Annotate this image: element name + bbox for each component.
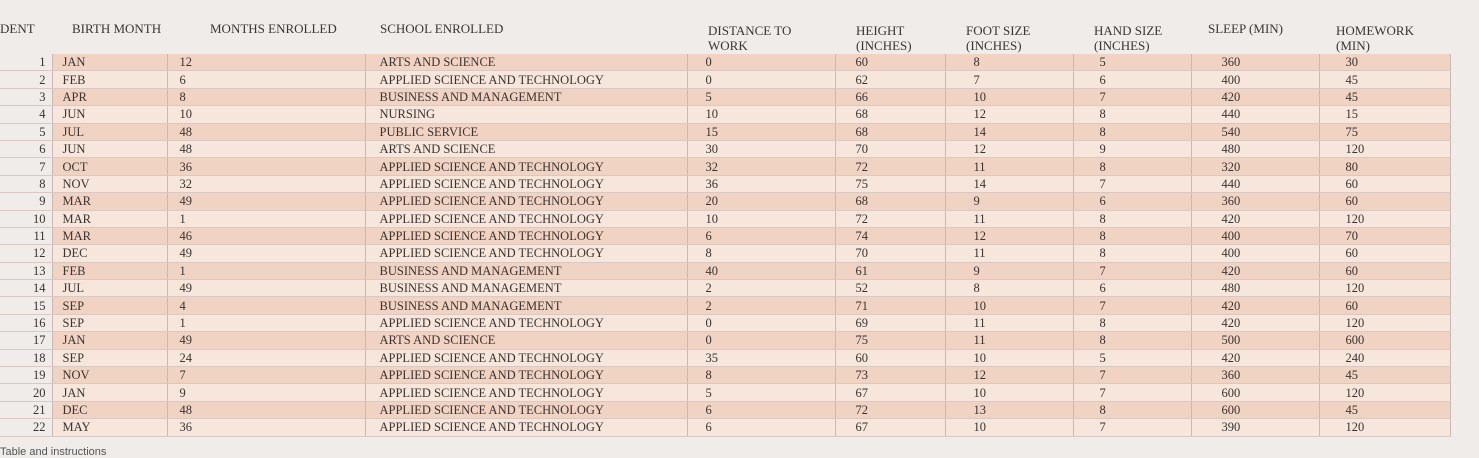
- table-row: [0, 419, 1450, 436]
- sleep-cell: 420: [1191, 297, 1319, 314]
- footer-caption: Table and instructions: [0, 446, 107, 458]
- foot-size-cell: 14: [945, 175, 1073, 192]
- height-cell: 60: [835, 54, 945, 71]
- months-enrolled-cell: 49: [167, 332, 365, 349]
- birth-month-cell: NOV: [52, 175, 167, 192]
- sleep-cell: 400: [1191, 227, 1319, 244]
- height-cell: 75: [835, 175, 945, 192]
- table-row: [0, 297, 1450, 314]
- table-row: [0, 54, 1450, 71]
- student-id-cell: 20: [0, 384, 52, 401]
- school-cell: APPLIED SCIENCE AND TECHNOLOGY: [365, 401, 687, 418]
- school-cell: APPLIED SCIENCE AND TECHNOLOGY: [365, 193, 687, 210]
- table-row: [0, 384, 1450, 401]
- student-id-cell: 19: [0, 367, 52, 384]
- school-cell: APPLIED SCIENCE AND TECHNOLOGY: [365, 419, 687, 436]
- homework-cell: 15: [1319, 106, 1450, 123]
- homework-cell: 600: [1319, 332, 1450, 349]
- homework-cell: 60: [1319, 262, 1450, 279]
- birth-month-cell: DEC: [52, 245, 167, 262]
- hand-size-cell: 8: [1073, 314, 1191, 331]
- height-cell: 68: [835, 106, 945, 123]
- student-id-cell: 9: [0, 193, 52, 210]
- months-enrolled-cell: 48: [167, 401, 365, 418]
- hand-size-cell: 6: [1073, 193, 1191, 210]
- height-cell: 66: [835, 88, 945, 105]
- header-school-enrolled: SCHOOL ENROLLED: [380, 21, 504, 36]
- school-cell: BUSINESS AND MANAGEMENT: [365, 297, 687, 314]
- homework-cell: 45: [1319, 401, 1450, 418]
- birth-month-cell: MAR: [52, 227, 167, 244]
- homework-cell: 60: [1319, 297, 1450, 314]
- student-id-cell: 21: [0, 401, 52, 418]
- student-id-cell: 16: [0, 314, 52, 331]
- table-row: [0, 314, 1450, 331]
- header-birth-month: BIRTH MONTH: [72, 21, 162, 36]
- sleep-cell: 500: [1191, 332, 1319, 349]
- height-cell: 67: [835, 384, 945, 401]
- distance-cell: 2: [687, 297, 835, 314]
- homework-cell: 70: [1319, 227, 1450, 244]
- header-student: DENT: [0, 21, 35, 36]
- height-cell: 68: [835, 193, 945, 210]
- months-enrolled-cell: 49: [167, 280, 365, 297]
- homework-cell: 120: [1319, 140, 1450, 157]
- table-body: [0, 54, 1450, 436]
- hand-size-cell: 7: [1073, 175, 1191, 192]
- homework-cell: 120: [1319, 210, 1450, 227]
- school-cell: BUSINESS AND MANAGEMENT: [365, 280, 687, 297]
- sleep-cell: 320: [1191, 158, 1319, 175]
- distance-cell: 0: [687, 314, 835, 331]
- hand-size-cell: 7: [1073, 88, 1191, 105]
- hand-size-cell: 5: [1073, 54, 1191, 71]
- student-id-cell: 12: [0, 245, 52, 262]
- school-cell: NURSING: [365, 106, 687, 123]
- months-enrolled-cell: 4: [167, 297, 365, 314]
- sleep-cell: 420: [1191, 262, 1319, 279]
- birth-month-cell: NOV: [52, 367, 167, 384]
- birth-month-cell: JAN: [52, 54, 167, 71]
- sleep-cell: 360: [1191, 193, 1319, 210]
- data-table: [0, 54, 1451, 437]
- months-enrolled-cell: 36: [167, 419, 365, 436]
- homework-cell: 60: [1319, 245, 1450, 262]
- distance-cell: 32: [687, 158, 835, 175]
- distance-cell: 6: [687, 401, 835, 418]
- header-hand-size: HAND SIZE (INCHES): [1094, 23, 1163, 53]
- distance-cell: 36: [687, 175, 835, 192]
- hand-size-cell: 6: [1073, 71, 1191, 88]
- birth-month-cell: APR: [52, 88, 167, 105]
- distance-cell: 10: [687, 210, 835, 227]
- homework-cell: 120: [1319, 280, 1450, 297]
- table-row: [0, 401, 1450, 418]
- school-cell: APPLIED SCIENCE AND TECHNOLOGY: [365, 349, 687, 366]
- table-row: [0, 367, 1450, 384]
- birth-month-cell: JAN: [52, 384, 167, 401]
- months-enrolled-cell: 6: [167, 71, 365, 88]
- birth-month-cell: SEP: [52, 314, 167, 331]
- foot-size-cell: 11: [945, 210, 1073, 227]
- table-row: [0, 332, 1450, 349]
- student-id-cell: 18: [0, 349, 52, 366]
- distance-cell: 6: [687, 227, 835, 244]
- distance-cell: 0: [687, 332, 835, 349]
- months-enrolled-cell: 1: [167, 210, 365, 227]
- birth-month-cell: JUN: [52, 140, 167, 157]
- hand-size-cell: 7: [1073, 384, 1191, 401]
- months-enrolled-cell: 8: [167, 88, 365, 105]
- height-cell: 72: [835, 401, 945, 418]
- table-row: [0, 106, 1450, 123]
- foot-size-cell: 10: [945, 384, 1073, 401]
- table-row: [0, 193, 1450, 210]
- months-enrolled-cell: 7: [167, 367, 365, 384]
- hand-size-cell: 7: [1073, 367, 1191, 384]
- school-cell: APPLIED SCIENCE AND TECHNOLOGY: [365, 314, 687, 331]
- homework-cell: 45: [1319, 71, 1450, 88]
- table-row: [0, 71, 1450, 88]
- foot-size-cell: 9: [945, 262, 1073, 279]
- months-enrolled-cell: 49: [167, 245, 365, 262]
- distance-cell: 30: [687, 140, 835, 157]
- school-cell: ARTS AND SCIENCE: [365, 140, 687, 157]
- months-enrolled-cell: 12: [167, 54, 365, 71]
- student-id-cell: 6: [0, 140, 52, 157]
- table-row: [0, 227, 1450, 244]
- foot-size-cell: 9: [945, 193, 1073, 210]
- homework-cell: 240: [1319, 349, 1450, 366]
- birth-month-cell: SEP: [52, 297, 167, 314]
- sleep-cell: 420: [1191, 88, 1319, 105]
- birth-month-cell: JUL: [52, 280, 167, 297]
- foot-size-cell: 10: [945, 297, 1073, 314]
- hand-size-cell: 7: [1073, 297, 1191, 314]
- homework-cell: 120: [1319, 419, 1450, 436]
- hand-size-cell: 7: [1073, 419, 1191, 436]
- school-cell: APPLIED SCIENCE AND TECHNOLOGY: [365, 245, 687, 262]
- student-id-cell: 4: [0, 106, 52, 123]
- months-enrolled-cell: 24: [167, 349, 365, 366]
- birth-month-cell: DEC: [52, 401, 167, 418]
- months-enrolled-cell: 9: [167, 384, 365, 401]
- months-enrolled-cell: 48: [167, 123, 365, 140]
- header-months-enrolled: MONTHS ENROLLED: [210, 21, 337, 36]
- student-id-cell: 17: [0, 332, 52, 349]
- foot-size-cell: 8: [945, 54, 1073, 71]
- homework-cell: 120: [1319, 314, 1450, 331]
- school-cell: ARTS AND SCIENCE: [365, 54, 687, 71]
- student-id-cell: 14: [0, 280, 52, 297]
- student-id-cell: 13: [0, 262, 52, 279]
- student-id-cell: 11: [0, 227, 52, 244]
- school-cell: APPLIED SCIENCE AND TECHNOLOGY: [365, 210, 687, 227]
- height-cell: 52: [835, 280, 945, 297]
- foot-size-cell: 11: [945, 314, 1073, 331]
- distance-cell: 5: [687, 88, 835, 105]
- height-cell: 61: [835, 262, 945, 279]
- months-enrolled-cell: 46: [167, 227, 365, 244]
- distance-cell: 8: [687, 367, 835, 384]
- foot-size-cell: 11: [945, 158, 1073, 175]
- hand-size-cell: 5: [1073, 349, 1191, 366]
- table-row: [0, 349, 1450, 366]
- school-cell: PUBLIC SERVICE: [365, 123, 687, 140]
- height-cell: 60: [835, 349, 945, 366]
- foot-size-cell: 12: [945, 106, 1073, 123]
- sleep-cell: 390: [1191, 419, 1319, 436]
- foot-size-cell: 8: [945, 280, 1073, 297]
- distance-cell: 40: [687, 262, 835, 279]
- foot-size-cell: 11: [945, 245, 1073, 262]
- distance-cell: 20: [687, 193, 835, 210]
- birth-month-cell: JAN: [52, 332, 167, 349]
- header-height: HEIGHT (INCHES): [856, 23, 912, 53]
- distance-cell: 15: [687, 123, 835, 140]
- height-cell: 72: [835, 210, 945, 227]
- student-id-cell: 10: [0, 210, 52, 227]
- foot-size-cell: 10: [945, 349, 1073, 366]
- sleep-cell: 600: [1191, 401, 1319, 418]
- sleep-cell: 420: [1191, 210, 1319, 227]
- homework-cell: 60: [1319, 193, 1450, 210]
- header-foot-size: FOOT SIZE (INCHES): [966, 23, 1031, 53]
- hand-size-cell: 6: [1073, 280, 1191, 297]
- table-row: [0, 280, 1450, 297]
- school-cell: APPLIED SCIENCE AND TECHNOLOGY: [365, 384, 687, 401]
- birth-month-cell: SEP: [52, 349, 167, 366]
- school-cell: BUSINESS AND MANAGEMENT: [365, 262, 687, 279]
- height-cell: 70: [835, 245, 945, 262]
- hand-size-cell: 8: [1073, 245, 1191, 262]
- birth-month-cell: FEB: [52, 262, 167, 279]
- height-cell: 69: [835, 314, 945, 331]
- distance-cell: 5: [687, 384, 835, 401]
- distance-cell: 6: [687, 419, 835, 436]
- homework-cell: 45: [1319, 88, 1450, 105]
- months-enrolled-cell: 49: [167, 193, 365, 210]
- hand-size-cell: 8: [1073, 158, 1191, 175]
- foot-size-cell: 11: [945, 332, 1073, 349]
- months-enrolled-cell: 10: [167, 106, 365, 123]
- school-cell: ARTS AND SCIENCE: [365, 332, 687, 349]
- school-cell: APPLIED SCIENCE AND TECHNOLOGY: [365, 367, 687, 384]
- months-enrolled-cell: 36: [167, 158, 365, 175]
- sleep-cell: 480: [1191, 280, 1319, 297]
- table-row: [0, 123, 1450, 140]
- height-cell: 72: [835, 158, 945, 175]
- height-cell: 62: [835, 71, 945, 88]
- sleep-cell: 480: [1191, 140, 1319, 157]
- student-id-cell: 1: [0, 54, 52, 71]
- months-enrolled-cell: 48: [167, 140, 365, 157]
- school-cell: APPLIED SCIENCE AND TECHNOLOGY: [365, 158, 687, 175]
- homework-cell: 80: [1319, 158, 1450, 175]
- hand-size-cell: 8: [1073, 227, 1191, 244]
- birth-month-cell: OCT: [52, 158, 167, 175]
- months-enrolled-cell: 1: [167, 262, 365, 279]
- hand-size-cell: 7: [1073, 262, 1191, 279]
- header-homework: HOMEWORK (MIN): [1336, 23, 1414, 53]
- sleep-cell: 440: [1191, 175, 1319, 192]
- table-row: [0, 158, 1450, 175]
- student-id-cell: 22: [0, 419, 52, 436]
- table-header: [0, 21, 1479, 55]
- hand-size-cell: 8: [1073, 401, 1191, 418]
- hand-size-cell: 8: [1073, 210, 1191, 227]
- sleep-cell: 600: [1191, 384, 1319, 401]
- hand-size-cell: 8: [1073, 332, 1191, 349]
- table-row: [0, 88, 1450, 105]
- sleep-cell: 400: [1191, 245, 1319, 262]
- student-id-cell: 3: [0, 88, 52, 105]
- hand-size-cell: 9: [1073, 140, 1191, 157]
- header-sleep: SLEEP (MIN): [1208, 21, 1283, 36]
- birth-month-cell: MAY: [52, 419, 167, 436]
- birth-month-cell: FEB: [52, 71, 167, 88]
- height-cell: 74: [835, 227, 945, 244]
- student-id-cell: 5: [0, 123, 52, 140]
- height-cell: 71: [835, 297, 945, 314]
- birth-month-cell: JUL: [52, 123, 167, 140]
- foot-size-cell: 12: [945, 367, 1073, 384]
- foot-size-cell: 13: [945, 401, 1073, 418]
- sleep-cell: 360: [1191, 54, 1319, 71]
- header-distance-to-work: DISTANCE TO WORK: [708, 23, 792, 53]
- distance-cell: 0: [687, 54, 835, 71]
- school-cell: APPLIED SCIENCE AND TECHNOLOGY: [365, 175, 687, 192]
- distance-cell: 8: [687, 245, 835, 262]
- table-row: [0, 175, 1450, 192]
- table-row: [0, 140, 1450, 157]
- school-cell: APPLIED SCIENCE AND TECHNOLOGY: [365, 227, 687, 244]
- height-cell: 73: [835, 367, 945, 384]
- distance-cell: 10: [687, 106, 835, 123]
- student-id-cell: 2: [0, 71, 52, 88]
- foot-size-cell: 14: [945, 123, 1073, 140]
- sleep-cell: 360: [1191, 367, 1319, 384]
- homework-cell: 30: [1319, 54, 1450, 71]
- school-cell: APPLIED SCIENCE AND TECHNOLOGY: [365, 71, 687, 88]
- height-cell: 68: [835, 123, 945, 140]
- hand-size-cell: 8: [1073, 106, 1191, 123]
- birth-month-cell: JUN: [52, 106, 167, 123]
- distance-cell: 2: [687, 280, 835, 297]
- table-row: [0, 245, 1450, 262]
- table-row: [0, 210, 1450, 227]
- sleep-cell: 440: [1191, 106, 1319, 123]
- student-id-cell: 7: [0, 158, 52, 175]
- sleep-cell: 420: [1191, 314, 1319, 331]
- months-enrolled-cell: 32: [167, 175, 365, 192]
- height-cell: 70: [835, 140, 945, 157]
- distance-cell: 35: [687, 349, 835, 366]
- student-id-cell: 8: [0, 175, 52, 192]
- homework-cell: 120: [1319, 384, 1450, 401]
- height-cell: 67: [835, 419, 945, 436]
- sleep-cell: 420: [1191, 349, 1319, 366]
- foot-size-cell: 10: [945, 419, 1073, 436]
- table-row: [0, 262, 1450, 279]
- foot-size-cell: 12: [945, 227, 1073, 244]
- foot-size-cell: 7: [945, 71, 1073, 88]
- homework-cell: 60: [1319, 175, 1450, 192]
- distance-cell: 0: [687, 71, 835, 88]
- school-cell: BUSINESS AND MANAGEMENT: [365, 88, 687, 105]
- homework-cell: 75: [1319, 123, 1450, 140]
- hand-size-cell: 8: [1073, 123, 1191, 140]
- foot-size-cell: 12: [945, 140, 1073, 157]
- months-enrolled-cell: 1: [167, 314, 365, 331]
- foot-size-cell: 10: [945, 88, 1073, 105]
- birth-month-cell: MAR: [52, 193, 167, 210]
- birth-month-cell: MAR: [52, 210, 167, 227]
- sleep-cell: 400: [1191, 71, 1319, 88]
- homework-cell: 45: [1319, 367, 1450, 384]
- sleep-cell: 540: [1191, 123, 1319, 140]
- student-id-cell: 15: [0, 297, 52, 314]
- height-cell: 75: [835, 332, 945, 349]
